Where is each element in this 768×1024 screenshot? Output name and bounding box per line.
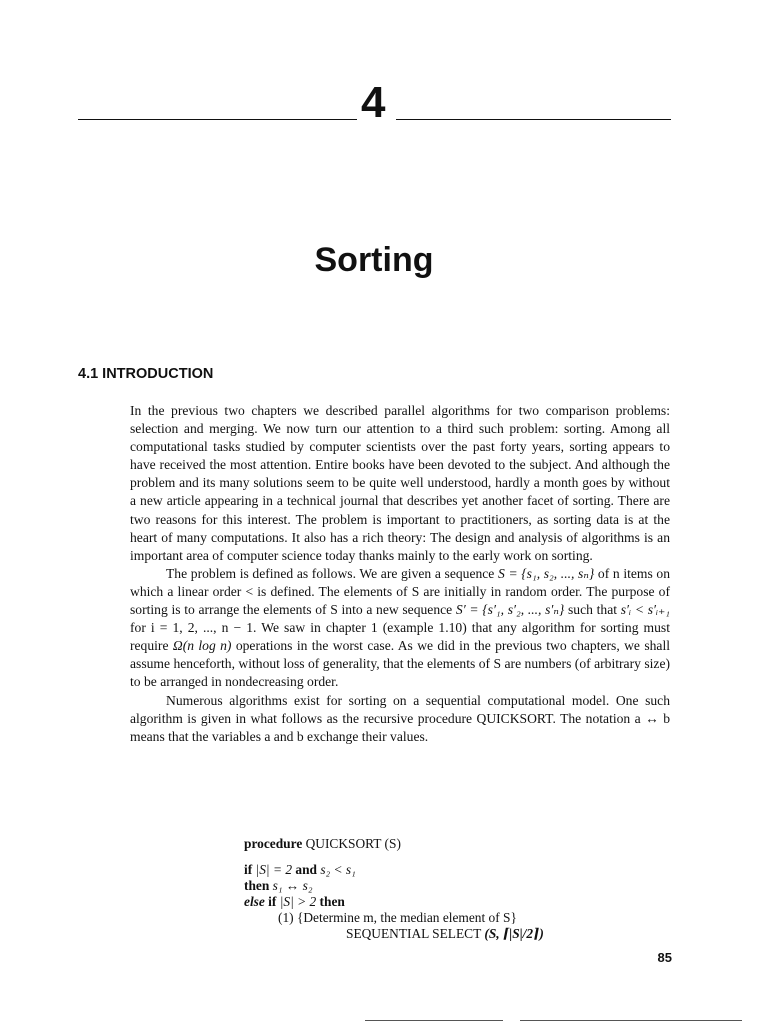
keyword: and (295, 862, 317, 877)
code-text: |S| > 2 (276, 894, 320, 909)
chapter-number: 4 (361, 78, 386, 127)
keyword: procedure (244, 836, 303, 851)
paragraph-intro: In the previous two chapters we described parallel algorithms for two comparison problems: selection and merging. We now turn our attention to a third such problem: sorting. Among all computational tasks studied by computer scientists over the past forty years, sorting appears to have received the most attention. Entire books have been devoted to the subject. And although the problem and its many solutions seem to be quite well understood, hardly a month goes by without a new article appearing in a technical journal that describes yet another facet of sorting. There are two reasons for this interest. The problem is important to practitioners, as sorting data is at the heart of many computations. It also has a rich theory: The design and analysis of algorithms is an important area of computer science today thanks mainly to the early work on sorting. (130, 403, 670, 563)
footer-rule (365, 1020, 503, 1021)
footer-rule (520, 1020, 742, 1021)
text-run: of n items on which a linear order < is defined. The elements of S are initially in random order. The purpose of sorting is to arrange the elements of S into a new sequence (130, 565, 671, 618)
code-line: (1) {Determine m, the median element of S} (278, 910, 517, 925)
code-text: s₁ ↔ s₂ (269, 878, 313, 893)
chapter-rule-right (396, 119, 671, 120)
paragraph-problem-definition (130, 565, 670, 692)
quicksort-procedure (244, 836, 664, 942)
text-run: for i = 1, 2, ..., n − 1. We saw in chapter 1 (example 1.10) that any algorithm for sorting must require (130, 620, 670, 654)
code-text: |S| = 2 (252, 862, 296, 877)
code-text: QUICKSORT (S) (302, 836, 401, 851)
keyword: else (244, 894, 265, 909)
code-text: (S, ⌈|S|/2⌉) (484, 926, 544, 941)
sequence-s-math: S = {s₁, s₂, ..., sₙ} (498, 565, 595, 581)
code-line (244, 926, 664, 942)
keyword: then (244, 878, 270, 893)
body-text (130, 402, 670, 746)
code-text: SEQUENTIAL SELECT (346, 926, 485, 941)
chapter-title: Sorting (314, 241, 434, 279)
section-heading: 4.1 INTRODUCTION (78, 366, 214, 382)
text-run: The problem is defined as follows. We are given a sequence (166, 565, 498, 581)
page-number: 85 (657, 950, 672, 965)
text-run: operations in the worst case. As we did in the previous two chapters, we shall assume henceforth, without loss of generality, that the elements of S are numbers (of arbitrary size) to be arranged in nondecreasing order. (130, 638, 670, 690)
code-line (244, 878, 664, 894)
code-text: s₂ < s₁ (316, 862, 356, 877)
text-run: such that (564, 602, 621, 618)
keyword: if (244, 862, 253, 877)
keyword: then (319, 894, 345, 909)
sequence-s-prime-math: S′ = {s′₁, s′₂, ..., s′ₙ} (455, 602, 565, 618)
code-line (244, 836, 664, 852)
code-line (244, 894, 664, 910)
chapter-rule-left (78, 119, 357, 120)
lower-bound-math: Ω(n log n) (172, 638, 232, 654)
keyword: if (264, 894, 277, 909)
code-line (244, 862, 664, 878)
paragraph-quicksort-intro: Numerous algorithms exist for sorting on a sequential computational model. One such algorithm is given in what follows as the recursive procedure QUICKSORT. The notation a ↔ b means that the variables a and b exchange their values. (130, 692, 670, 744)
order-condition-math: s′ᵢ < s′ᵢ₊₁ (620, 602, 671, 618)
